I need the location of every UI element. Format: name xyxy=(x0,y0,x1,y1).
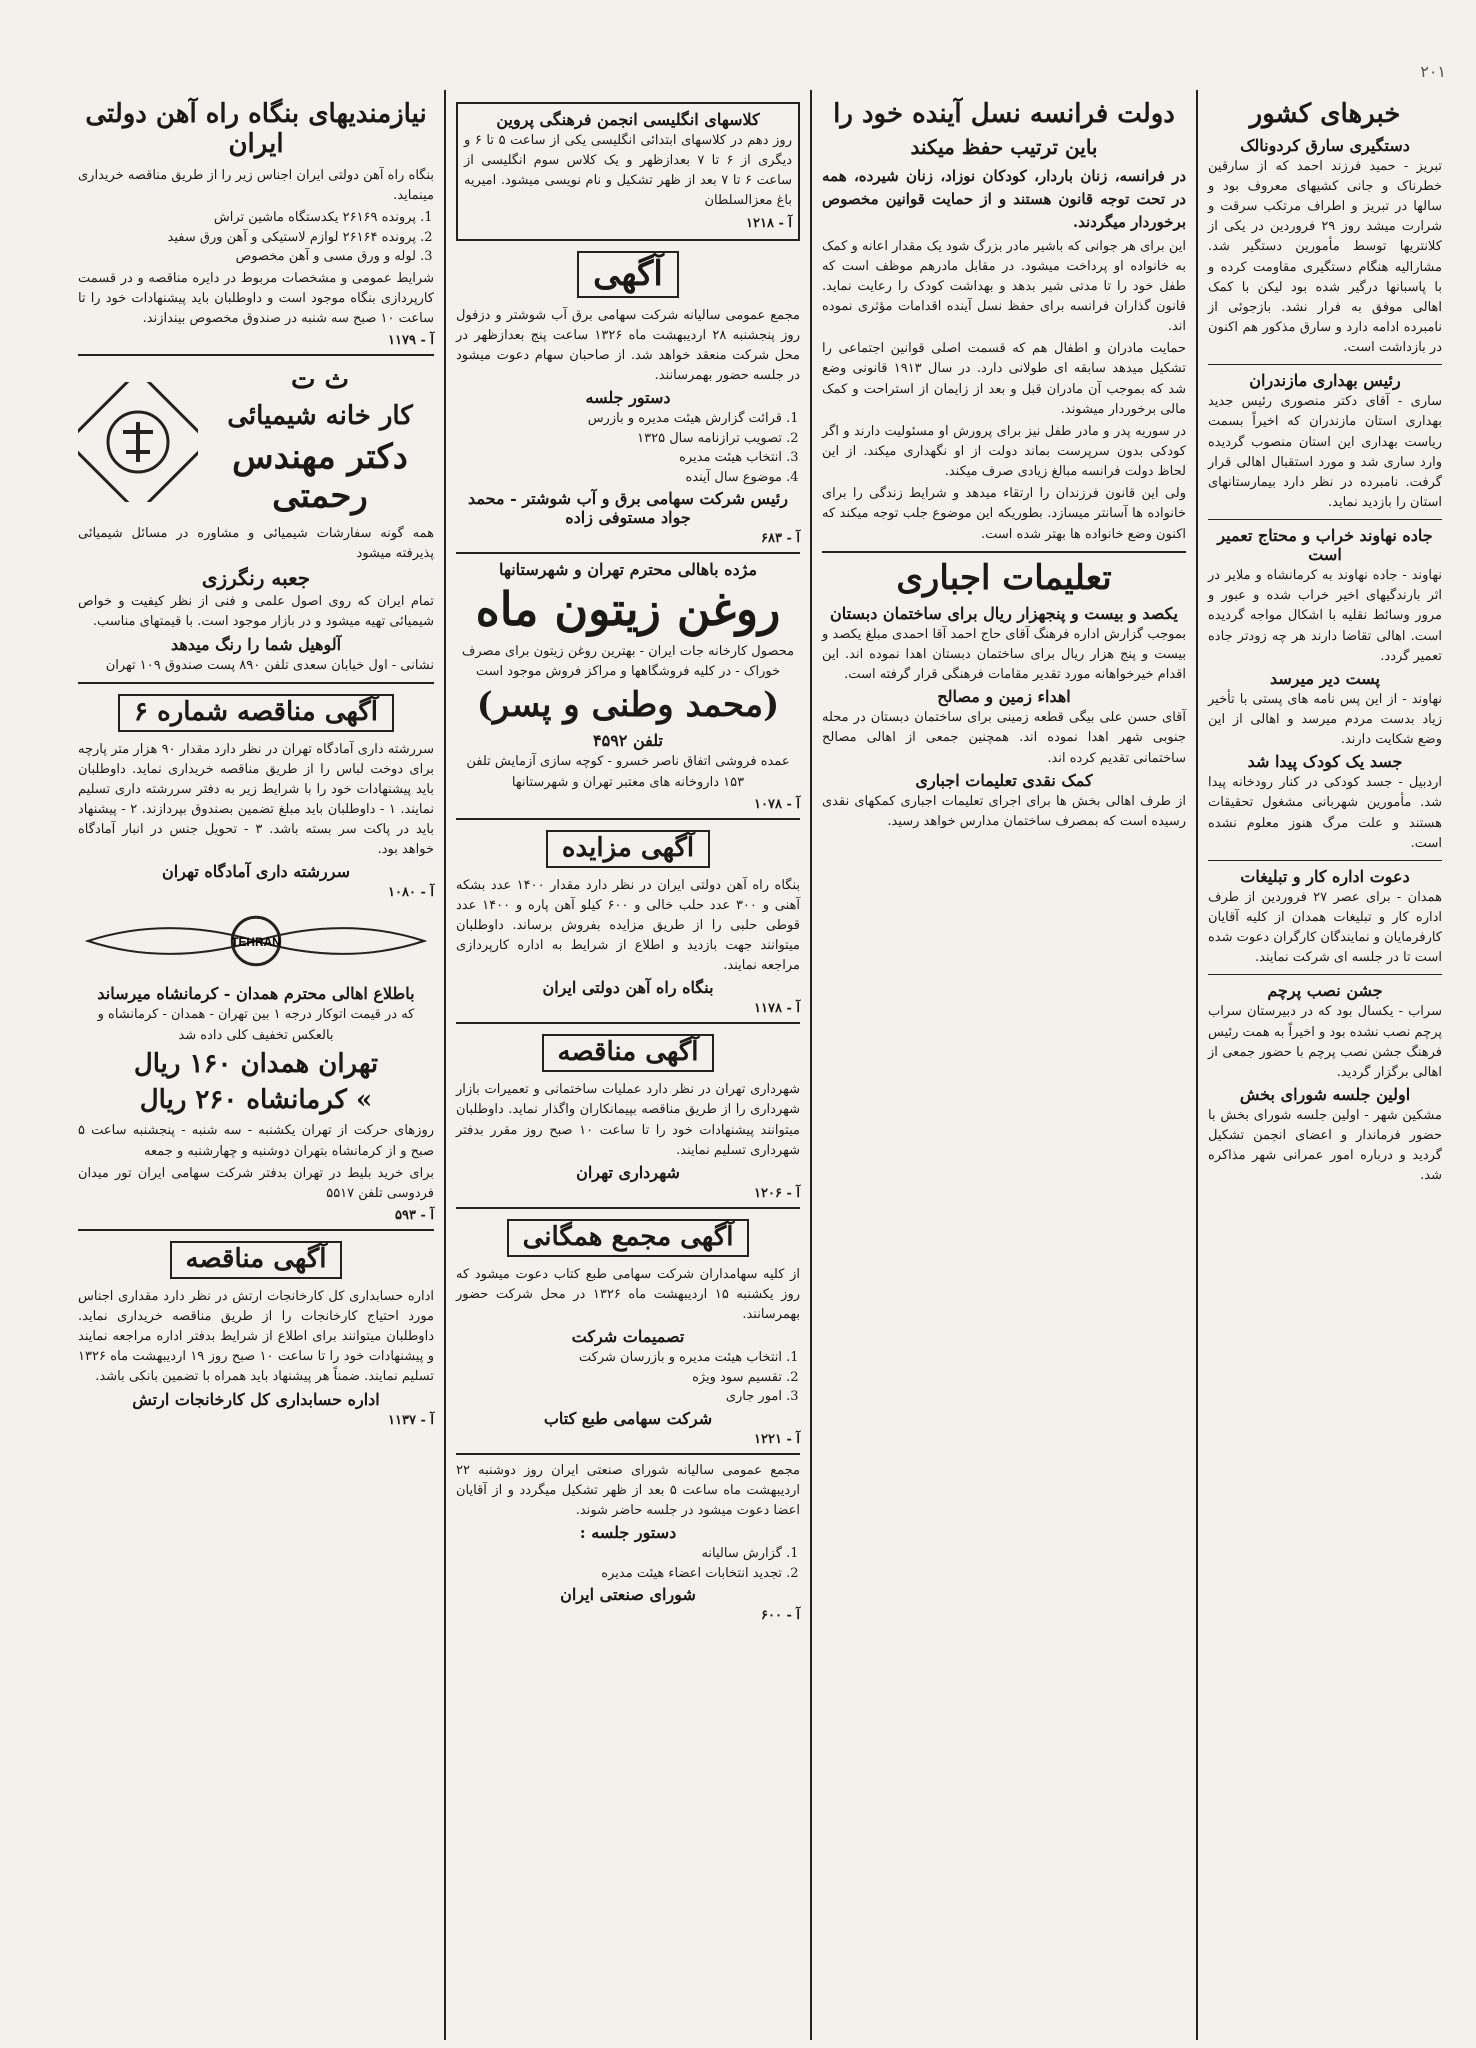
lab-title: کار خانه شیمیائی xyxy=(227,400,413,431)
column-rule xyxy=(444,90,446,2040)
olive-brand: (محمد وطنی و پسر) xyxy=(476,685,780,726)
post-title: پست دیر میرسد xyxy=(1269,668,1380,688)
car-logo-text: TEHRAN xyxy=(231,935,281,950)
auction-sign: بنگاه راه آهن دولتی ایران xyxy=(542,978,714,998)
council-ref: آ - ۶۰۰ xyxy=(760,1608,800,1624)
council-item: 2. تجدید انتخابات اعضاء هیئت مدیره xyxy=(456,1564,782,1584)
lab-cta: آلوهیل شما را رنگ میدهد xyxy=(170,634,342,654)
rail-title: نیازمندیهای بنگاه راه آهن دولتی ایران xyxy=(85,99,427,159)
page-number: ۲۰۱ xyxy=(1420,62,1446,81)
news-header: خبرهای کشور xyxy=(1249,99,1401,129)
agenda-item: 3. انتخاب هیئت مدیره xyxy=(456,448,782,468)
army-tender-sign: اداره حسابداری کل کارخانجات ارتش xyxy=(132,1389,380,1409)
english-classes-ad xyxy=(456,102,800,241)
flag-ceremony-text: سراب - یکسال بود که در دبیرستان سراب پرچم نصب نشده بود و اخیراً به همت رئیس فرهنگ جشن نصب پرچم با حضور جمعی از اهالی برگزار گردید. xyxy=(1208,1004,1442,1080)
bus-price-2: » کرمانشاه ۲۶۰ ریال xyxy=(139,1084,373,1115)
rail-list xyxy=(78,208,434,267)
column-ads-center xyxy=(448,90,808,2040)
car-logo xyxy=(78,910,434,972)
bus-title: باطلاع اهالی محترم همدان - کرمانشاه میرساند xyxy=(97,984,415,1004)
tender-ref: آ - ۱۲۰۶ xyxy=(754,1185,800,1201)
meeting-ref: آ - ۱۲۲۱ xyxy=(754,1431,800,1447)
auction-ref: آ - ۱۱۷۸ xyxy=(754,1001,800,1017)
council-agenda: دستور جلسه : xyxy=(579,1523,677,1543)
meeting-subtitle: تصمیمات شرکت xyxy=(571,1327,685,1347)
column-ads-left xyxy=(70,90,442,2040)
notice-ref: آ - ۶۸۳ xyxy=(760,531,800,547)
divider xyxy=(456,552,800,554)
council-meeting-text: مشکین شهر - اولین جلسه شورای بخش با حضور فرماندار و اعضای انجمن تشکیل گردید و درباره امور عمرانی شهر مذاکره شد. xyxy=(1208,1107,1442,1184)
tender6-text: سررشته داری آمادگاه تهران در نظر دارد مقدار ۹۰ هزار متر پارچه برای دوخت لباس را از طریق مناقصه خریداری نماید. داوطلبان باید پیشنهادات خود را با شرایط زیر به دفتر سررشته داری تسلیم نمایند. ۱ - داوطلبان باید مبلغ تضمین بصندوق بپردازند. ۲ - پیشنهاد باید در پاکت سر بسته باشد. ۳ - تحویل جنس در انبار آمادگاه خواهد بود. xyxy=(78,741,434,858)
france-intro: در فرانسه، زنان باردار، کودکان نوزاد، زنان شیرده، همه در تحت توجه قانون هستند و از حمایت قوانین مخصوص برخوردار میگردند. xyxy=(822,166,1186,232)
mazandaran-text: ساری - آقای دکتر منصوری رئیس جدید بهداری استان مازندران که اخیراً بسمت ریاست بهداری این استان منصوب گردیده وارد ساری شد و مورد استقبال اهالی قرار گرفت. نامبرده در نظر دارد بیمارستانهای استان را بازدید نماید. xyxy=(1208,394,1442,510)
education-text-3: از طرف اهالی بخش ها برای اجرای تعلیمات اجباری کمکهای نقدی رسیده است که بمصرف ساختمان مدارس خواهد رسید. xyxy=(822,793,1186,829)
olive-title: روغن زیتون ماه xyxy=(475,582,781,637)
classes-text: روز دهم در کلاسهای ابتدائی انگلیسی یکی از ساعت ۵ تا ۶ و دیگری از ۶ تا ۷ بعدازظهر و یک کلاس سوم انگلیسی از ساعت ۶ تا ۷ بعد از ظهر تشکیل و نام نویسی میشود. امیریه باغ معزالسلطان xyxy=(464,133,792,209)
auction-text: بنگاه راه آهن دولتی ایران در نظر دارد مقدار ۱۴۰۰ عدد بشکه آهنی و ۳۰۰ عدد حلب خالی و ۶۰۰ کیلو آهن پاره و ۱۴۰۰ عدد قوطی حلبی را از طریق مزایده بفروش برساند. داوطلبان میتوانند جهت بازدید و اطلاع از شرایط به اداره کارپردازی مراجعه نمایند. xyxy=(456,877,801,974)
invite-title: دعوت اداره کار و تبلیغات xyxy=(1240,866,1410,886)
tender-text: شهرداری تهران در نظر دارد عملیات ساختمانی و تعمیرات بازار شهرداری را از طریق مناقصه بپیمانکاران واگذار نماید. داوطلبان میتوانند پیشنهادات خود را تا ساعت ۱۰ صبح روز مقرر بدفتر شهرداری تسلیم نمایند. xyxy=(456,1082,800,1158)
bus-contact: برای خرید بلیط در تهران بدفتر شرکت سهامی ایران تور میدان فردوسی تلفن ۵۵۱۷ xyxy=(78,1165,434,1201)
rail-text: بنگاه راه آهن دولتی ایران اجناس زیر را از طریق مناقصه خریداری مینماید. xyxy=(78,167,434,203)
column-france xyxy=(814,90,1194,2040)
divider xyxy=(822,551,1186,553)
army-tender-title: آگهی مناقصه xyxy=(170,1241,343,1279)
council-sign: شورای صنعتی ایران xyxy=(560,1585,696,1605)
rail-item: 2. پرونده ۲۶۱۶۴ لوازم لاستیکی و آهن ورق سفید xyxy=(78,228,416,248)
divider xyxy=(1208,364,1442,365)
council-text: مجمع عمومی سالیانه شورای صنعتی ایران روز دوشنبه ۲۲ اردیبهشت ماه ساعت ۵ بعد از ظهر تشکیل میگردد و از آقایان اعضا دعوت میشود در جلسه حاضر شوند. xyxy=(456,1462,800,1518)
olive-desc: محصول کارخانه جات ایران - بهترین روغن زیتون برای مصرف خوراک - در کلیه فروشگاهها و مراکز فروش موجود است xyxy=(461,644,795,680)
bus-ref: آ - ۵۹۳ xyxy=(394,1208,434,1224)
divider xyxy=(78,682,434,684)
meeting-item: 1. انتخاب هیئت مدیره و بازرسان شرکت xyxy=(456,1348,782,1368)
rail-item: 3. لوله و ورق مسی و آهن مخصوص xyxy=(78,247,416,267)
notice-text: مجمع عمومی سالیانه شرکت سهامی برق آب شوشتر و دزفول روز پنجشنبه ۲۸ اردیبهشت ماه ۱۳۲۶ ساعت پنج بعدازظهر در محل شرکت منعقد خواهد شد. از صاحبان سهام دعوت میشود در جلسه حضور بهمرسانند. xyxy=(456,307,800,384)
education-subtitle-3: کمک نقدی تعلیمات اجباری xyxy=(915,770,1093,790)
agenda-list xyxy=(456,409,800,487)
lab-ad xyxy=(78,362,434,522)
education-subtitle: یکصد و بیست و پنجهزار ریال برای ساختمان دبستان xyxy=(830,603,1178,623)
arrest-text: تبریز - حمید فرزند احمد که از سارقین خطرناک و جانی کشیهای معروف بود و سالها در تبریز و اطراف مرتکب سرقت و شرارت میشد روز ۲۹ فروردین در یکی از کلانتریها توسط مأمورین دستگیر شد. مشارالیه هنگام دستگیری مقاومت کرده و با پاسبانها درگیر شده بود لیکن با کمک اهالی موفق به فرار نشد. بازجوئی از نامبرده ادامه دارد و سارق مذکور هم اکنون در بازداشت است. xyxy=(1208,158,1442,356)
tender-title: آگهی مناقصه xyxy=(542,1034,715,1072)
lab-text: همه گونه سفارشات شیمیائی و مشاوره در مسائل شیمیائی پذیرفته میشود xyxy=(78,525,434,562)
column-rule xyxy=(1196,90,1198,2040)
nahavand-title: جاده نهاوند خراب و محتاج تعمیر است xyxy=(1217,526,1433,565)
bus-price-1: تهران همدان ۱۶۰ ریال xyxy=(133,1048,379,1079)
council-list xyxy=(456,1544,800,1583)
bus-schedule: روزهای حرکت از تهران یکشنبه - سه شنبه - پنجشنبه ساعت ۵ صبح و از کرمانشاه بتهران دوشنبه و چهارشنبه و جمعه xyxy=(78,1123,434,1159)
tender6-title: آگهی مناقصه شماره ۶ xyxy=(118,694,394,732)
post-text: نهاوند - از این پس نامه های پستی با تأخیر زیاد بدست مردم میرسد و اهالی از این وضع شکایت دارند. xyxy=(1208,691,1442,748)
army-tender-text: اداره حسابداری کل کارخانجات ارتش در نظر دارد مقداری اجناس مورد احتیاج کارخانجات را از طریق مناقصه خریداری نماید. داوطلبان میتوانند برای اطلاع از شرایط بدفتر اداره مراجعه نمایند و پیشنهادات خود را تا ساعت ۱۰ صبح روز ۱۹ اردیبهشت ماه ۱۳۲۶ تسلیم نمایند. ضمناً هر پیشنهاد باید همراه با تضمین بانکی باشد. xyxy=(78,1288,434,1385)
nahavand-text: نهاوند - جاده نهاوند به کرمانشاه و ملایر در اثر بارندگیهای اخیر خراب شده و عبور و مرور وسائط نقلیه با اشکال مواجه گردیده است. اهالی تقاضا دارند هر چه زودتر جاده تعمیر گردد. xyxy=(1208,568,1442,664)
rail-ref: آ - ۱۱۷۹ xyxy=(388,332,434,348)
lab-emblem-text: ث ت xyxy=(290,364,349,395)
meeting-list xyxy=(456,1348,800,1407)
lab-desc: تمام ایران که روی اصول علمی و فنی از نظر کیفیت و خواص شیمیائی تهیه میشود و در بازار موجود است. با قیمتهای مناسب. xyxy=(78,594,434,630)
classes-title: کلاسهای انگلیسی انجمن فرهنگی پروین xyxy=(496,110,760,129)
divider xyxy=(456,818,800,820)
body-found-text: اردبیل - جسد کودکی در کنار رودخانه پیدا شد. مأمورین شهربانی مشغول تحقیقات هستند و علت مرگ هنوز معلوم نشده است. xyxy=(1208,775,1442,851)
rail-item: 1. پرونده ۲۶۱۶۹ یکدستگاه ماشین تراش xyxy=(78,208,416,228)
agenda-title: دستور جلسه xyxy=(585,388,671,408)
divider xyxy=(1208,860,1442,861)
france-body-4: ولی این قانون فرزندان را ارتقاء میدهد و شرایط زندگی را برای خانواده ها آسانتر میسازد. بطوریکه این موضوع جلب توجه میکند که اکنون وضع خانواده ها بهتر شده است. xyxy=(822,486,1186,542)
olive-address: عمده فروشی اتفاق ناصر خسرو - کوچه سازی آزمایش تلفن ۱۵۳ داروخانه های معتبر تهران و شهرستانها xyxy=(466,754,790,790)
france-title-2: باین ترتیب حفظ میکند xyxy=(910,134,1098,159)
education-title: تعلیمات اجباری xyxy=(896,557,1112,598)
notice-title: آگهی xyxy=(577,251,679,298)
tender6-sign: سررشته داری آمادگاه تهران xyxy=(161,862,351,882)
flag-ceremony-title: جشن نصب پرچم xyxy=(1267,981,1383,1001)
column-rule xyxy=(810,90,812,2040)
tender6-ref: آ - ۱۰۸۰ xyxy=(388,885,434,901)
army-tender-ref: آ - ۱۱۳۷ xyxy=(388,1412,434,1428)
newspaper-page xyxy=(70,90,1450,2040)
lab-address: نشانی - اول خیابان سعدی تلفن ۸۹۰ پست صندوق ۱۰۹ تهران xyxy=(105,657,434,673)
olive-ref: آ - ۱۰۷۸ xyxy=(754,796,800,812)
france-body-3: در سوریه پدر و مادر طفل نیز برای پرورش او مسئولیت دارند و اگر کودکی بدون سرپرست بماند دولت از او نگهداری میکند. از این لحاظ دولت فرانسه مبالغ زیادی صرف میکند. xyxy=(822,423,1186,480)
notice-signature: رئیس شرکت سهامی برق و آب شوشتر - محمد جواد مستوفی زاده xyxy=(468,489,788,528)
divider xyxy=(456,1453,800,1455)
council-item: 1. گزارش سالیانه xyxy=(456,1544,782,1564)
france-title-1: دولت فرانسه نسل آینده خود را xyxy=(833,99,1175,129)
mazandaran-title: رئیس بهداری مازندران xyxy=(1249,371,1401,391)
divider xyxy=(1208,974,1442,975)
divider xyxy=(1208,519,1442,520)
olive-intro: مژده باهالی محترم تهران و شهرستانها xyxy=(498,560,758,580)
divider xyxy=(78,354,434,356)
agenda-item: 4. موضوع سال آینده xyxy=(456,468,782,488)
france-body-1: این برای هر جوانی که باشیر مادر بزرگ شود یک مقدار اعانه و کمک به خانواده او پرداخت میشود. در مقابل مادرهم موظف است که طفل خود را تا مدتی شیر بدهد و بهداشت کودک را رعایت نماید. قانون گذاران فرانسه برای حفظ نسل آینده اقدامات مؤثری نموده اند. xyxy=(822,238,1186,335)
rail-note: شرایط عمومی و مشخصات مربوط در دایره مناقصه و در قسمت کارپردازی بنگاه موجود است و داوطلبان باید پیشنهادات خود را تا ساعت ۱۰ صبح سه شنبه در صندوق مخصوص بیندازند. xyxy=(78,270,434,326)
education-text-2: آقای حسن علی بیگی قطعه زمینی برای ساختمان دبستان در محله جنوبی شهر اهدا نموده اند. همچنین جمعی از اهالی مصالح ساختمانی تقدیم کرده اند. xyxy=(822,710,1186,766)
agenda-item: 1. قرائت گزارش هیئت مدیره و بازرس xyxy=(456,409,782,429)
france-body-2: حمایت مادران و اطفال هم که قسمت اصلی قوانین اجتماعی را تشکیل میدهد سابقه ای طولانی دارد. در سال ۱۹۱۳ قانونی وضع شد که بموجب آن مادران قبل و بعد از زایمان از استراحت و کمک مالی برخوردار میشوند. xyxy=(822,341,1187,417)
tender-sign: شهرداری تهران xyxy=(576,1162,680,1182)
divider xyxy=(456,1022,800,1024)
classes-ref: آ - ۱۲۱۸ xyxy=(746,215,792,231)
divider xyxy=(78,1229,434,1231)
auction-title: آگهی مزایده xyxy=(546,830,710,868)
lab-emblem-icon xyxy=(78,382,198,502)
education-text: بموجب گزارش اداره فرهنگ آقای حاج احمد آقا احمدی مبلغ یکصد و بیست و پنج هزار ریال برای ساختمان دبستان اهدا نموده اند. این اقدام خیرخواهانه مورد تقدیر مقامات فرهنگی قرار گرفته است. xyxy=(822,626,1186,683)
meeting-item: 2. تقسیم سود ویژه xyxy=(456,1368,782,1388)
divider xyxy=(456,1207,800,1209)
council-meeting-title: اولین جلسه شورای بخش xyxy=(1239,1084,1411,1104)
olive-phone: تلفن ۴۵۹۲ xyxy=(593,731,663,751)
lab-product: جعبه رنگرزی xyxy=(201,566,311,591)
meeting-title: آگهی مجمع همگانی xyxy=(507,1219,750,1257)
meeting-item: 3. امور جاری xyxy=(456,1387,782,1407)
lab-owner: دکتر مهندس رحمتی xyxy=(232,436,408,516)
meeting-sign: شرکت سهامی طبع کتاب xyxy=(543,1408,713,1428)
column-news xyxy=(1200,90,1450,2040)
invite-text: همدان - برای عصر ۲۷ فروردین از طرف اداره کار و تبلیغات همدان از کلیه آقایان کارفرمایان و نمایندگان کارگران دعوت شده است تا در جلسه ای شرکت نمایند. xyxy=(1208,889,1443,966)
agenda-item: 2. تصویب ترازنامه سال ۱۳۲۵ xyxy=(456,429,782,449)
bus-text: که در قیمت اتوکار درجه ۱ بین تهران - همدان - کرمانشاه و بالعکس تخفیف کلی داده شد xyxy=(97,1007,415,1043)
body-found-title: جسد یک کودک پیدا شد xyxy=(1247,752,1403,772)
meeting-text: از کلیه سهامداران شرکت سهامی طبع کتاب دعوت میشود که روز یکشنبه ۱۵ اردیبهشت ماه ۱۳۲۶ در محل شرکت حضور بهمرسانند. xyxy=(456,1266,800,1322)
arrest-title: دستگیری سارق کردونالک xyxy=(1240,135,1410,155)
education-subtitle-2: اهداء زمین و مصالح xyxy=(937,687,1071,707)
